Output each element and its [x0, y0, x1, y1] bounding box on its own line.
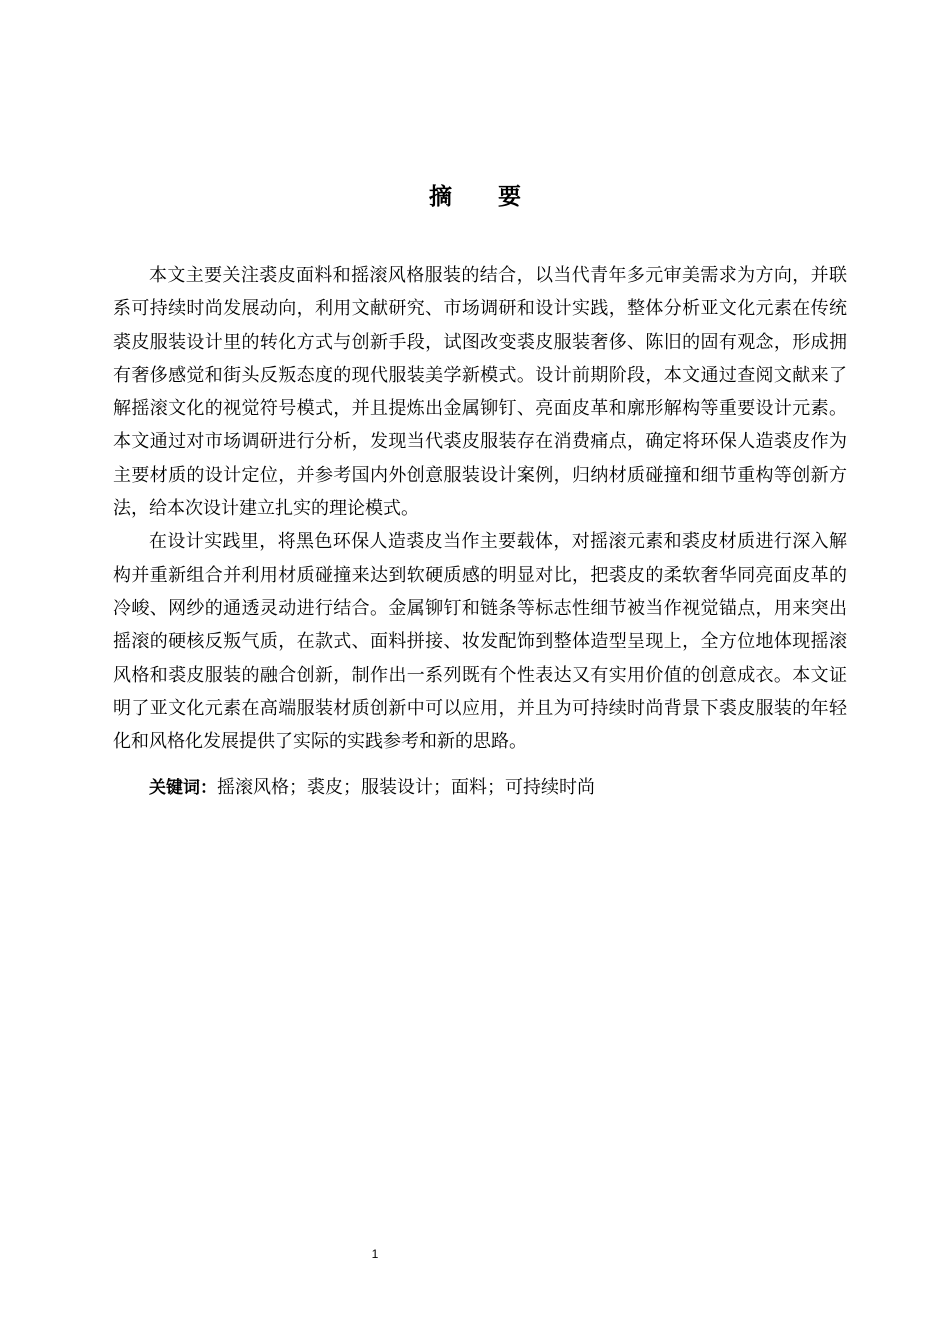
keywords-text: 摇滚风格；裘皮；服装设计；面料；可持续时尚: [217, 777, 595, 798]
page-number: 1: [371, 1247, 379, 1261]
abstract-body: [113, 259, 847, 758]
keywords-label: 关键词：: [149, 778, 217, 798]
title-char-1: 摘: [429, 184, 452, 210]
abstract-title: [0, 178, 950, 211]
abstract-paragraph-2: 在设计实践里，将黑色环保人造裘皮当作主要载体，对摇滚元素和裘皮材质进行深入解构并重新组合并利用材质碰撞来达到软硬质感的明显对比，把裘皮的柔软奢华同亮面皮革的冷峻、网纱的通透灵动进行结合。金属铆钉和链条等标志性细节被当作视觉锚点，用来突出摇滚的硬核反叛气质，在款式、面料拼接、妆发配饰到整体造型呈现上，全方位地体现摇滚风格和裘皮服装的融合创新，制作出一系列既有个性表达又有实用价值的创意成衣。本文证明了亚文化元素在高端服装材质创新中可以应用，并且为可持续时尚背景下裘皮服装的年轻化和风格化发展提供了实际的实践参考和新的思路。: [113, 531, 847, 753]
keywords-line: [149, 772, 849, 804]
abstract-paragraph-1: 本文主要关注裘皮面料和摇滚风格服装的结合，以当代青年多元审美需求为方向，并联系可持续时尚发展动向，利用文献研究、市场调研和设计实践，整体分析亚文化元素在传统裘皮服装设计里的转化方式与创新手段，试图改变裘皮服装奢侈、陈旧的固有观念，形成拥有奢侈感觉和街头反叛态度的现代服装美学新模式。设计前期阶段，本文通过查阅文献来了解摇滚文化的视觉符号模式，并且提炼出金属铆钉、亮面皮革和廓形解构等重要设计元素。本文通过对市场调研进行分析，发现当代裘皮服装存在消费痛点，确定将环保人造裘皮作为主要材质的设计定位，并参考国内外创意服装设计案例，归纳材质碰撞和细节重构等创新方法，给本次设计建立扎实的理论模式。: [113, 265, 847, 520]
title-char-2: 要: [498, 184, 521, 210]
